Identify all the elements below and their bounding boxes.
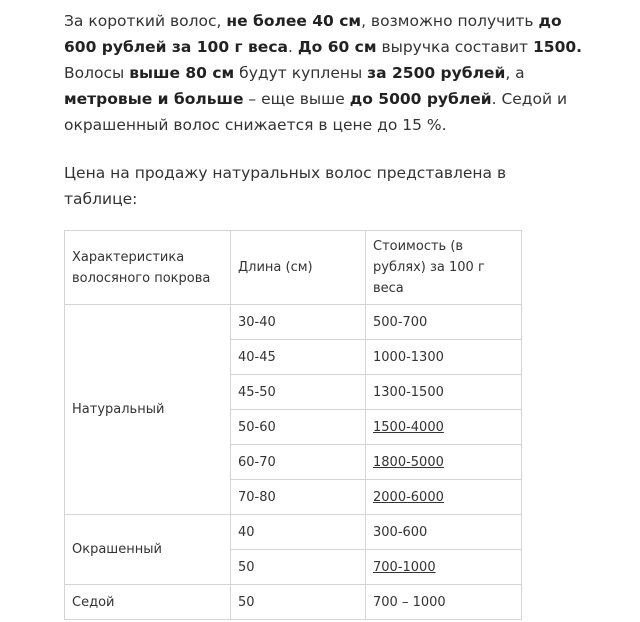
cell-length: 30-40: [231, 305, 366, 340]
cell-length: 70-80: [231, 480, 366, 515]
cell-price: 700 – 1000: [366, 585, 522, 620]
hair-price-table: [64, 230, 522, 620]
text-segment: Волосы: [64, 64, 130, 82]
cell-price: 2000-6000: [366, 480, 522, 515]
price-summary-paragraph: [64, 8, 584, 138]
bold-text-segment: за 2500 рублей: [367, 64, 506, 82]
cell-length: 60-70: [231, 445, 366, 480]
article-body: [64, 8, 584, 212]
cell-length: 50-60: [231, 410, 366, 445]
header-price: Стоимость (в рублях) за 100 г веса: [366, 231, 522, 305]
table-header-row: [65, 231, 522, 305]
bold-text-segment: 1500.: [533, 38, 583, 56]
text-segment: – еще выше: [243, 90, 350, 108]
bold-text-segment: до 600 рублей за 100 г веса: [64, 12, 562, 56]
cell-length: 50: [231, 550, 366, 585]
text-segment: будут куплены: [234, 64, 368, 82]
bold-text-segment: До 60 см: [297, 38, 377, 56]
table-row: [65, 515, 522, 550]
cell-length: 45-50: [231, 375, 366, 410]
cell-length: 40: [231, 515, 366, 550]
bold-text-segment: до 5000 рублей: [349, 90, 492, 108]
bold-text-segment: метровые и больше: [64, 90, 244, 108]
cell-price: 1300-1500: [366, 375, 522, 410]
cell-price: 1000-1300: [366, 340, 522, 375]
cell-price: 700-1000: [366, 550, 522, 585]
text-segment: . Седой и окрашенный волос снижается в цене до 15 %.: [64, 90, 568, 134]
text-segment: , а: [505, 64, 525, 82]
text-segment: выручка составит: [376, 38, 534, 56]
bold-text-segment: не более 40 см: [226, 12, 362, 30]
cell-hair-type: Седой: [65, 585, 231, 620]
cell-hair-type: Окрашенный: [65, 515, 231, 585]
cell-price: 300-600: [366, 515, 522, 550]
cell-price: 500-700: [366, 305, 522, 340]
text-segment: .: [287, 38, 298, 56]
table-row: [65, 585, 522, 620]
table-body: [65, 305, 522, 620]
table-intro-text: Цена на продажу натуральных волос представлена в таблице:: [64, 164, 507, 208]
bold-text-segment: выше 80 см: [129, 64, 235, 82]
cell-length: 40-45: [231, 340, 366, 375]
cell-price: 1500-4000: [366, 410, 522, 445]
text-segment: За короткий волос,: [64, 12, 227, 30]
cell-price: 1800-5000: [366, 445, 522, 480]
text-segment: , возможно получить: [361, 12, 539, 30]
cell-hair-type: Натуральный: [65, 305, 231, 515]
header-length: Длина (см): [231, 231, 366, 305]
table-row: [65, 305, 522, 340]
header-hair-type: Характеристика волосяного покрова: [65, 231, 231, 305]
cell-length: 50: [231, 585, 366, 620]
